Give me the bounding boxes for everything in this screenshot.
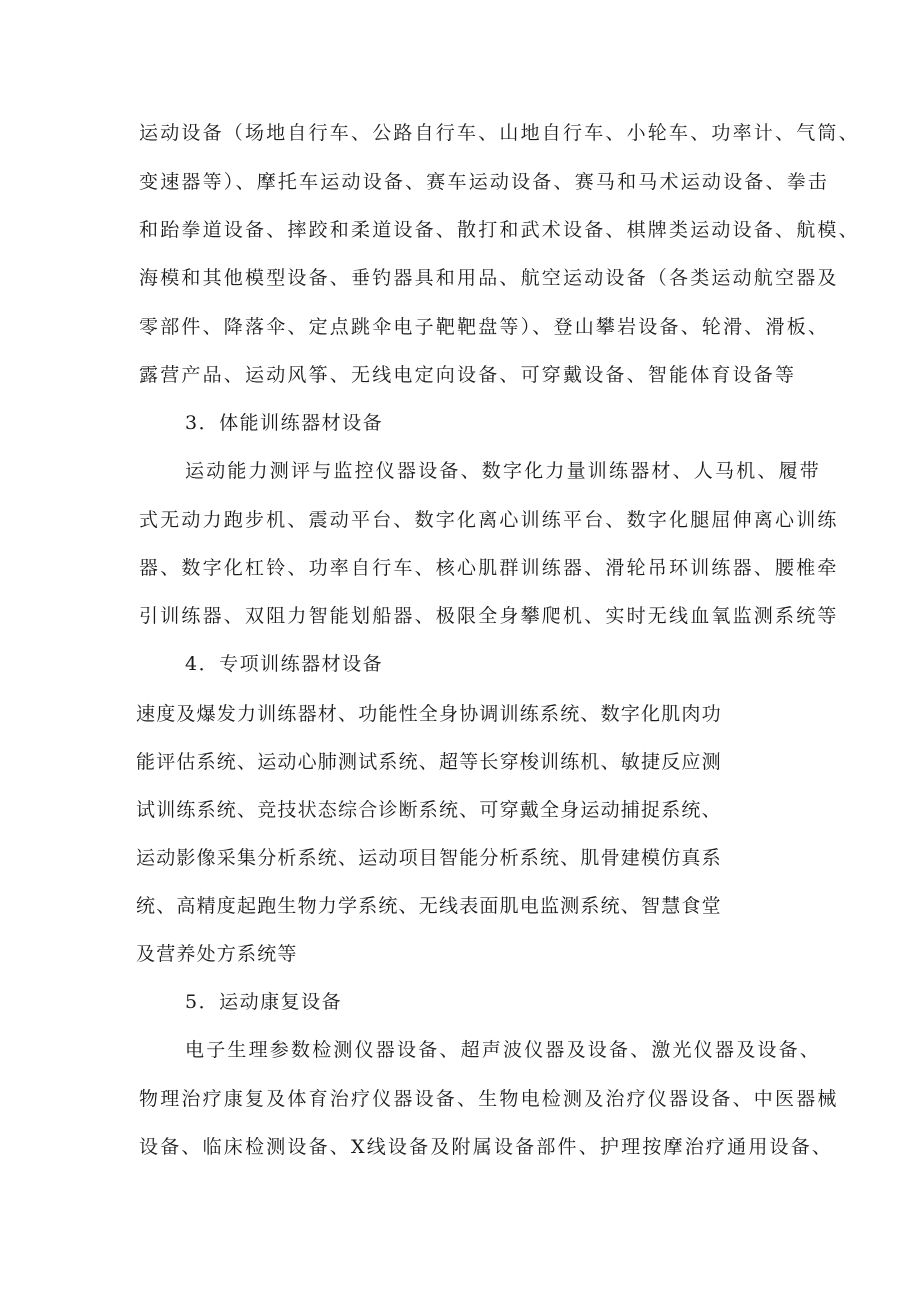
paragraph-line: 试训练系统、竞技状态综合诊断系统、可穿戴全身运动捕捉系统、	[136, 799, 722, 821]
section-heading-3: 3．体能训练器材设备	[185, 412, 384, 434]
paragraph-line: 运动能力测评与监控仪器设备、数字化力量训练器材、人马机、履带	[185, 460, 822, 482]
paragraph-line: 变速器等）、摩托车运动设备、赛车运动设备、赛马和马术运动设备、拳击	[139, 171, 830, 193]
paragraph-line: 露营产品、运动风筝、无线电定向设备、可穿戴设备、智能体育设备等	[139, 364, 797, 386]
paragraph-line: 设备、临床检测设备、X线设备及附属设备部件、护理按摩治疗通用设备、	[139, 1136, 834, 1158]
paragraph-line: 引训练器、双阻力智能划船器、极限全身攀爬机、实时无线血氧监测系统等	[139, 605, 839, 627]
paragraph-line: 运动设备（场地自行车、公路自行车、山地自行车、小轮车、功率计、气筒、	[139, 122, 860, 144]
paragraph-line: 能评估系统、运动心肺测试系统、超等长穿梭训练机、敏捷反应测	[136, 751, 722, 773]
paragraph-line: 速度及爆发力训练器材、功能性全身协调训练系统、数字化肌肉功	[136, 703, 722, 725]
section-heading-5: 5．运动康复设备	[185, 991, 343, 1013]
paragraph-line: 海模和其他模型设备、垂钓器具和用品、航空运动设备（各类运动航空器及	[139, 267, 839, 289]
paragraph-line: 物理治疗康复及体育治疗仪器设备、生物电检测及治疗仪器设备、中医器械	[139, 1088, 839, 1110]
paragraph-line: 器、数字化杠铃、功率自行车、核心肌群训练器、滑轮吊环训练器、腰椎牵	[139, 557, 839, 579]
section-heading-4: 4．专项训练器材设备	[185, 653, 384, 675]
paragraph-line: 电子生理参数检测仪器设备、超声波仪器及设备、激光仪器及设备、	[185, 1039, 822, 1061]
paragraph-line: 统、高精度起跑生物力学系统、无线表面肌电监测系统、智慧食堂	[136, 895, 722, 917]
paragraph-line: 运动影像采集分析系统、运动项目智能分析系统、肌骨建模仿真系	[136, 847, 722, 869]
paragraph-line: 式无动力跑步机、震动平台、数字化离心训练平台、数字化腿屈伸离心训练	[139, 509, 839, 531]
paragraph-line: 及营养处方系统等	[136, 943, 298, 965]
paragraph-line: 和跆拳道设备、摔跤和柔道设备、散打和武术设备、棋牌类运动设备、航模、	[139, 219, 860, 241]
paragraph-line: 零部件、降落伞、定点跳伞电子靶靶盘等）、登山攀岩设备、轮滑、滑板、	[139, 316, 830, 338]
